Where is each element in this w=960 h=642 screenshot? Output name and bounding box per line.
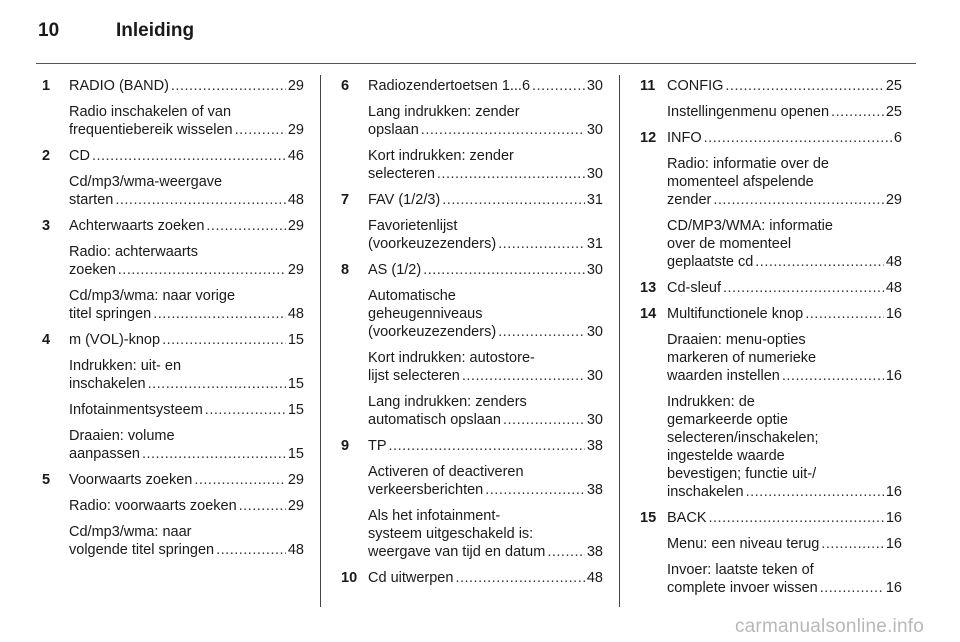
entry-text: m (VOL)-knop (69, 332, 161, 348)
index-entry (341, 569, 603, 587)
entry-text: Lang indrukken: zender (368, 104, 520, 120)
entry-line (667, 155, 902, 209)
entry-number: 7 (341, 192, 350, 208)
page-reference: 15 (287, 446, 304, 462)
entry-text: Radio: informatie over de (667, 156, 829, 172)
column-divider (320, 75, 321, 607)
page-reference: 15 (287, 332, 304, 348)
page-reference: 29 (287, 498, 304, 514)
entry-text: Invoer: laatste teken of (667, 562, 814, 578)
page-reference: 48 (586, 570, 603, 586)
entry-text: titel springen (69, 306, 152, 322)
dot-leader (723, 279, 884, 297)
entry-line (667, 393, 902, 501)
entry-text: bevestigen; functie uit-/ (667, 466, 817, 482)
entry-text: complete invoer wissen (667, 580, 818, 596)
entry-text: AS (1/2) (368, 262, 422, 278)
index-entry (42, 331, 304, 463)
dot-leader (498, 235, 585, 253)
entry-line (69, 523, 304, 559)
dot-leader (421, 121, 585, 139)
entry-text: markeren of numerieke (667, 350, 817, 366)
entry-line (69, 77, 304, 95)
entry-line (69, 243, 304, 279)
entry-text: BACK (667, 510, 707, 526)
entry-number: 8 (341, 262, 350, 278)
page-reference: 30 (586, 368, 603, 384)
entry-text: starten (69, 192, 114, 208)
entry-text: Cd-sleuf (667, 280, 721, 296)
entry-number: 6 (341, 78, 350, 94)
dot-leader (142, 445, 286, 463)
page-reference: 30 (586, 166, 603, 182)
entry-text: Indrukken: de (667, 394, 755, 410)
dot-leader (206, 217, 285, 235)
dot-leader (171, 77, 286, 95)
entry-text: opslaan (368, 122, 419, 138)
page-reference: 15 (287, 376, 304, 392)
index-entry (640, 279, 902, 297)
header-rule (36, 63, 916, 64)
entry-text: Multifunctionele knop (667, 306, 804, 322)
entry-text: selecteren/inschakelen; (667, 430, 819, 446)
dot-leader (235, 121, 286, 139)
column-divider (619, 75, 620, 607)
entry-text: frequentiebereik wisselen (69, 122, 233, 138)
entry-number: 11 (640, 78, 656, 94)
page-reference: 48 (287, 306, 304, 322)
entry-number: 4 (42, 332, 51, 348)
page-reference: 30 (586, 262, 603, 278)
dot-leader (485, 481, 585, 499)
entry-line (368, 507, 603, 561)
dot-leader (831, 103, 884, 121)
entry-text: Radiozendertoetsen 1...6 (368, 78, 531, 94)
entry-text: geheugenniveaus (368, 306, 483, 322)
dot-leader (118, 261, 286, 279)
page-reference: 31 (586, 192, 603, 208)
dot-leader (239, 497, 286, 515)
entry-text: Draaien: volume (69, 428, 175, 444)
entry-text: CONFIG (667, 78, 724, 94)
page-reference: 15 (287, 402, 304, 418)
page-reference: 48 (885, 254, 902, 270)
dot-leader (437, 165, 585, 183)
page-reference: 25 (885, 78, 902, 94)
dot-leader (704, 129, 892, 147)
dot-leader (709, 509, 884, 527)
entry-line (69, 357, 304, 393)
entry-text: Menu: een niveau terug (667, 536, 820, 552)
dot-leader (498, 323, 585, 341)
entry-text: Draaien: menu-opties (667, 332, 806, 348)
entry-line (69, 401, 304, 419)
entry-line (368, 191, 603, 209)
entry-text: Favorietenlijst (368, 218, 458, 234)
page-reference: 48 (287, 542, 304, 558)
entry-line (69, 427, 304, 463)
page-reference: 46 (287, 148, 304, 164)
entry-line (368, 77, 603, 95)
entry-line (667, 129, 902, 147)
dot-leader (820, 579, 884, 597)
entry-text: Cd/mp3/wma: naar vorige (69, 288, 236, 304)
entry-text: zoeken (69, 262, 116, 278)
entry-text: zender (667, 192, 712, 208)
entry-line (368, 147, 603, 183)
page-reference: 16 (885, 510, 902, 526)
entry-text: (voorkeuzezenders) (368, 236, 497, 252)
page-reference: 16 (885, 580, 902, 596)
entry-number: 13 (640, 280, 657, 296)
index-entry (42, 77, 304, 139)
entry-text: over de momenteel (667, 236, 792, 252)
page-reference: 29 (287, 262, 304, 278)
dot-leader (442, 191, 585, 209)
page-reference: 29 (287, 472, 304, 488)
entry-text: Infotainmentsysteem (69, 402, 203, 418)
index-entry (341, 261, 603, 429)
entry-line (667, 217, 902, 271)
index-entry (42, 471, 304, 559)
entry-text: selecteren (368, 166, 435, 182)
page-reference: 25 (885, 104, 902, 120)
page-reference: 38 (586, 482, 603, 498)
entry-text: momenteel afspelende (667, 174, 814, 190)
entry-text: inschakelen (667, 484, 744, 500)
entry-text: Lang indrukken: zenders (368, 394, 527, 410)
entry-text: Activeren of deactiveren (368, 464, 524, 480)
page-reference: 30 (586, 324, 603, 340)
dot-leader (205, 401, 286, 419)
index-entry (341, 437, 603, 561)
dot-leader (725, 77, 883, 95)
entry-line (667, 305, 902, 323)
index-entry (341, 77, 603, 183)
entry-number: 15 (640, 510, 657, 526)
page-number: 10 (38, 20, 60, 41)
entry-text: TP (368, 438, 387, 454)
entry-text: CD (69, 148, 90, 164)
page-reference: 6 (893, 130, 902, 146)
entry-line (69, 217, 304, 235)
page-reference: 38 (586, 544, 603, 560)
entry-text: Cd/mp3/wma-weergave (69, 174, 223, 190)
page-reference: 30 (586, 122, 603, 138)
entry-line (69, 103, 304, 139)
entry-line (69, 497, 304, 515)
dot-leader (805, 305, 884, 323)
entry-text: automatisch opslaan (368, 412, 501, 428)
entry-text: Achterwaarts zoeken (69, 218, 205, 234)
entry-text: systeem uitgeschakeld is: (368, 526, 534, 542)
entry-text: geplaatste cd (667, 254, 754, 270)
page-reference: 29 (885, 192, 902, 208)
page-title: Inleiding (116, 20, 195, 41)
entry-number: 3 (42, 218, 51, 234)
dot-leader (532, 77, 585, 95)
dot-leader (455, 569, 584, 587)
entry-number: 9 (341, 438, 350, 454)
entry-text: Radio: achterwaarts (69, 244, 198, 260)
entry-line (368, 569, 603, 587)
index-entry (42, 217, 304, 323)
dot-leader (547, 543, 585, 561)
dot-leader (216, 541, 286, 559)
index-entry (640, 509, 902, 597)
entry-number: 2 (42, 148, 51, 164)
entry-number: 1 (42, 78, 51, 94)
dot-leader (389, 437, 585, 455)
entry-line (368, 349, 603, 385)
entry-text: Als het infotainment- (368, 508, 501, 524)
dot-leader (162, 331, 286, 349)
dot-leader (462, 367, 585, 385)
page-reference: 16 (885, 368, 902, 384)
index-entry (341, 191, 603, 253)
entry-text: RADIO (BAND) (69, 78, 169, 94)
entry-text: Kort indrukken: zender (368, 148, 514, 164)
entry-line (368, 463, 603, 499)
dot-leader (423, 261, 585, 279)
index-entry (640, 129, 902, 271)
entry-line (667, 331, 902, 385)
page-reference: 30 (586, 78, 603, 94)
entry-text: gemarkeerde optie (667, 412, 788, 428)
dot-leader (821, 535, 884, 553)
entry-line (69, 147, 304, 165)
entry-line (667, 77, 902, 95)
entry-text: Instellingenmenu openen (667, 104, 830, 120)
entry-line (368, 393, 603, 429)
watermark: carmanualsonline.info (734, 616, 924, 637)
entry-text: aanpassen (69, 446, 140, 462)
entry-text: inschakelen (69, 376, 146, 392)
dot-leader (755, 253, 884, 271)
entry-text: FAV (1/2/3) (368, 192, 441, 208)
page-reference: 16 (885, 536, 902, 552)
page-reference: 31 (586, 236, 603, 252)
dot-leader (503, 411, 585, 429)
column-2 (341, 77, 603, 587)
dot-leader (115, 191, 286, 209)
entry-line (368, 437, 603, 455)
dot-leader (92, 147, 286, 165)
entry-text: Cd/mp3/wma: naar (69, 524, 192, 540)
page-reference: 38 (586, 438, 603, 454)
column-1 (42, 77, 304, 559)
dot-leader (713, 191, 884, 209)
index-entry (640, 77, 902, 121)
index-entry (42, 147, 304, 209)
entry-line (667, 103, 902, 121)
dot-leader (153, 305, 286, 323)
entry-text: Voorwaarts zoeken (69, 472, 193, 488)
entry-text: ingestelde waarde (667, 448, 785, 464)
entry-line (69, 173, 304, 209)
page-reference: 30 (586, 412, 603, 428)
entry-text: CD/MP3/WMA: informatie (667, 218, 833, 234)
entry-text: volgende titel springen (69, 542, 215, 558)
entry-text: Kort indrukken: autostore- (368, 350, 535, 366)
entry-text: Cd uitwerpen (368, 570, 454, 586)
entry-line (69, 287, 304, 323)
page-reference: 48 (287, 192, 304, 208)
entry-text: (voorkeuzezenders) (368, 324, 497, 340)
index-entry (640, 305, 902, 501)
page-reference: 48 (885, 280, 902, 296)
entry-line (667, 279, 902, 297)
entry-text: Radio: voorwaarts zoeken (69, 498, 237, 514)
entry-line (368, 261, 603, 279)
dot-leader (148, 375, 286, 393)
dot-leader (782, 367, 884, 385)
entry-text: Automatische (368, 288, 456, 304)
dot-leader (746, 483, 884, 501)
entry-text: INFO (667, 130, 702, 146)
entry-line (368, 287, 603, 341)
entry-line (368, 103, 603, 139)
entry-text: verkeersberichten (368, 482, 484, 498)
entry-number: 10 (341, 570, 358, 586)
entry-line (368, 217, 603, 253)
dot-leader (194, 471, 286, 489)
entry-text: waarden instellen (667, 368, 780, 384)
entry-line (667, 509, 902, 527)
entry-line (667, 561, 902, 597)
entry-number: 12 (640, 130, 657, 146)
entry-number: 14 (640, 306, 657, 322)
entry-line (667, 535, 902, 553)
entry-text: lijst selecteren (368, 368, 460, 384)
page-reference: 16 (885, 484, 902, 500)
entry-line (69, 331, 304, 349)
entry-line (69, 471, 304, 489)
page-reference: 29 (287, 122, 304, 138)
entry-number: 5 (42, 472, 51, 488)
page-reference: 16 (885, 306, 902, 322)
page-reference: 29 (287, 218, 304, 234)
entry-text: Indrukken: uit- en (69, 358, 182, 374)
page-reference: 29 (287, 78, 304, 94)
entry-text: weergave van tijd en datum (368, 544, 546, 560)
page-header (0, 0, 960, 62)
column-3 (640, 77, 902, 597)
entry-text: Radio inschakelen of van (69, 104, 232, 120)
